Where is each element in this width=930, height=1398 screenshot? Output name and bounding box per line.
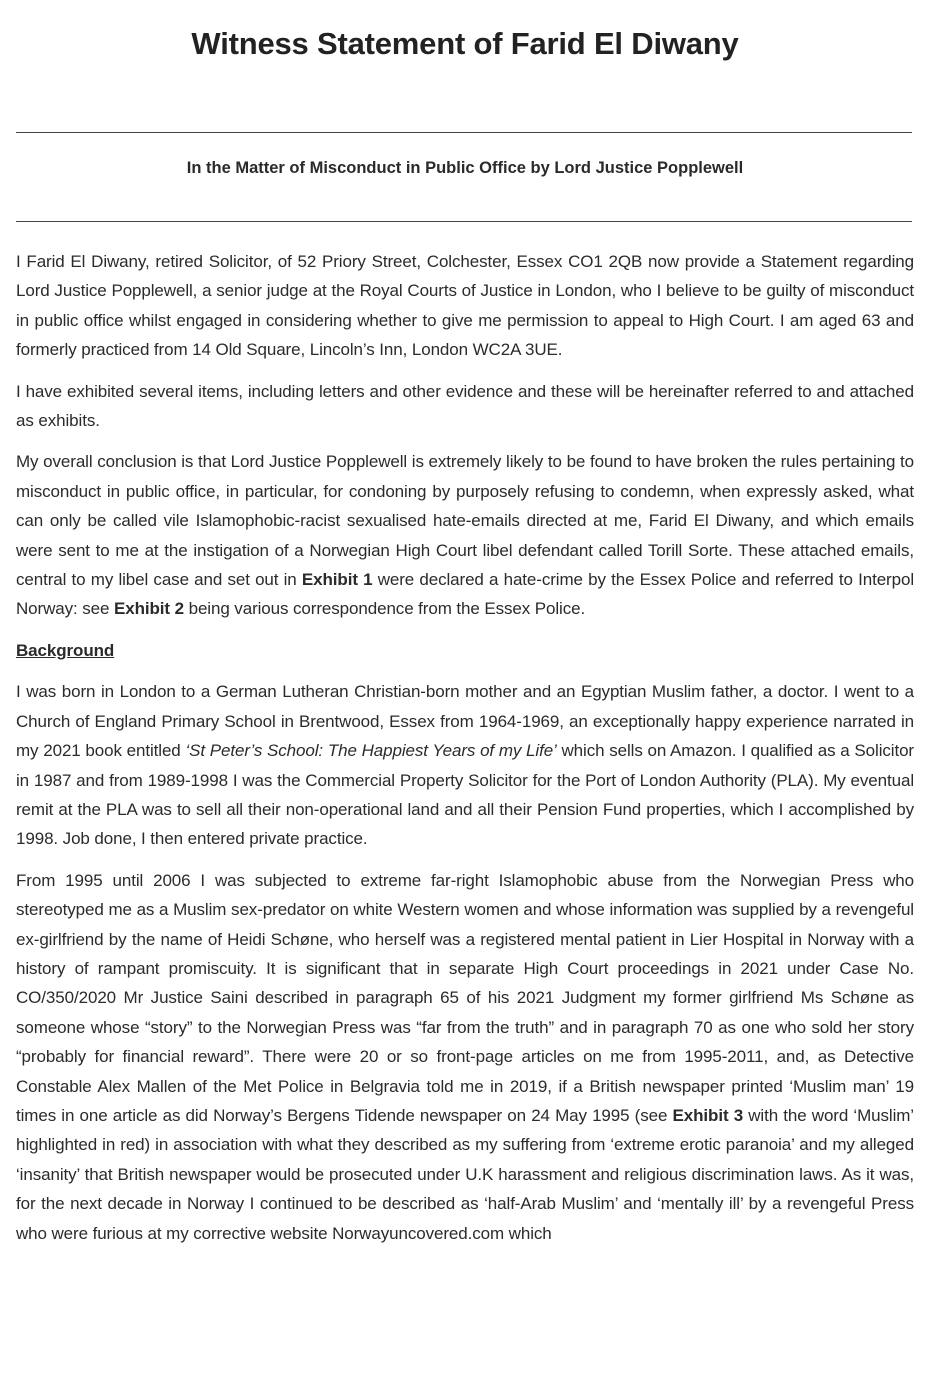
paragraph [16,377,914,436]
exhibit-reference: Exhibit 3 [672,1105,744,1125]
exhibit-reference: Exhibit 2 [114,599,184,619]
bottom-divider [16,221,912,222]
document-subtitle: In the Matter of Misconduct in Public Office by Lord Justice Popplewell [186,159,744,177]
paragraph-text: being various correspondence from the Essex Police. [183,599,586,619]
paragraph-text: with the word ‘Muslim’ highlighted in red) in association with what they described as my suffering from ‘extreme erotic paranoia’ and my alleged ‘insanity’ that British newspaper would be prosecuted under U.K harassment and religious discrimination laws. As it was, for the next decade in Norway I continued to be described as ‘half-Arab Muslim’ and ‘mentally ill’ by a revengeful Press who were furious at my corrective website Norwayuncovered.com which [16,1105,914,1243]
paragraph [16,247,914,365]
paragraph-text: My overall conclusion is that Lord Justice Popplewell is extremely likely to be found to have broken the rules pertaining to misconduct in public office, in particular, for condoning by purposely refusing to condemn, when expressly asked, what can only be called vile Islamophobic-racist sexualised hate-emails directed at me, Farid El Diwany, and which emails were sent to me at the instigation of a Norwegian High Court libel defendant called Torill Sorte. These attached emails, central to my libel case and set out in [16,452,914,590]
paragraph-text: I have exhibited several items, including letters and other evidence and these will be hereinafter referred to and attached as exhibits. [16,381,914,431]
statement-body [16,247,914,1260]
paragraph-text: were declared a hate-crime by the Essex Police and referred to Interpol Norway: see [16,570,914,619]
paragraph [16,677,914,853]
paragraph [16,866,914,1248]
paragraph-text: I was born in London to a German Lutheran Christian-born mother and an Egyptian Muslim father, a doctor. I went to a Church of England Primary School in Brentwood, Essex from 1964-1969, an exceptionally happy experience narrated in my 2021 book entitled [16,682,914,761]
paragraph-text: which sells on Amazon. I qualified as a Solicitor in 1987 and from 1989-1998 I was the Commercial Property Solicitor for the Port of London Authority (PLA). My eventual remit at the PLA was to sell all their non-operational land and all their Pension Fund properties, which I accomplished by 1998. Job done, I then entered private practice. [16,741,914,849]
section-heading [16,636,914,665]
paragraph-text: I Farid El Diwany, retired Solicitor, of 52 Priory Street, Colchester, Essex CO1 2QB now provide a Statement regarding Lord Justice Popplewell, a senior judge at the Royal Courts of Justice in London, who I believe to be guilty of misconduct in public office whilst engaged in considering whether to give me permission to appeal to High Court. I am aged 63 and formerly practiced from 14 Old Square, Lincoln’s Inn, London WC2A 3UE. [16,252,914,360]
document-title: Witness Statement of Farid El Diwany [191,26,739,61]
book-title: ‘St Peter’s School: The Happiest Years of my Life’ [185,741,557,761]
exhibit-reference: Exhibit 1 [301,570,373,590]
top-divider [16,132,912,133]
paragraph-text: Background [16,640,115,660]
paragraph [16,447,914,623]
paragraph-text: From 1995 until 2006 I was subjected to extreme far-right Islamophobic abuse from the Norwegian Press who stereotyped me as a Muslim sex-predator on white Western women and whose information was supplied by a revengeful ex-girlfriend by the name of Heidi Schøne, who herself was a registered mental patient in Lier Hospital in Norway with a history of rampant promiscuity. It is significant that in separate High Court proceedings in 2021 under Case No. CO/350/2020 Mr Justice Saini described in paragraph 65 of his 2021 Judgment my former girlfriend Ms Schøne as someone whose “story” to the Norwegian Press was “far from the truth” and in paragraph 70 as one who sold her story “probably for financial reward”. There were 20 or so front-page articles on me from 1995-2011, and, as Detective Constable Alex Mallen of the Met Police in Belgravia told me in 2019, if a British newspaper printed ‘Muslim man’ 19 times in one article as did Norway’s Bergens Tidende newspaper on 24 May 1995 (see [16,870,914,1125]
